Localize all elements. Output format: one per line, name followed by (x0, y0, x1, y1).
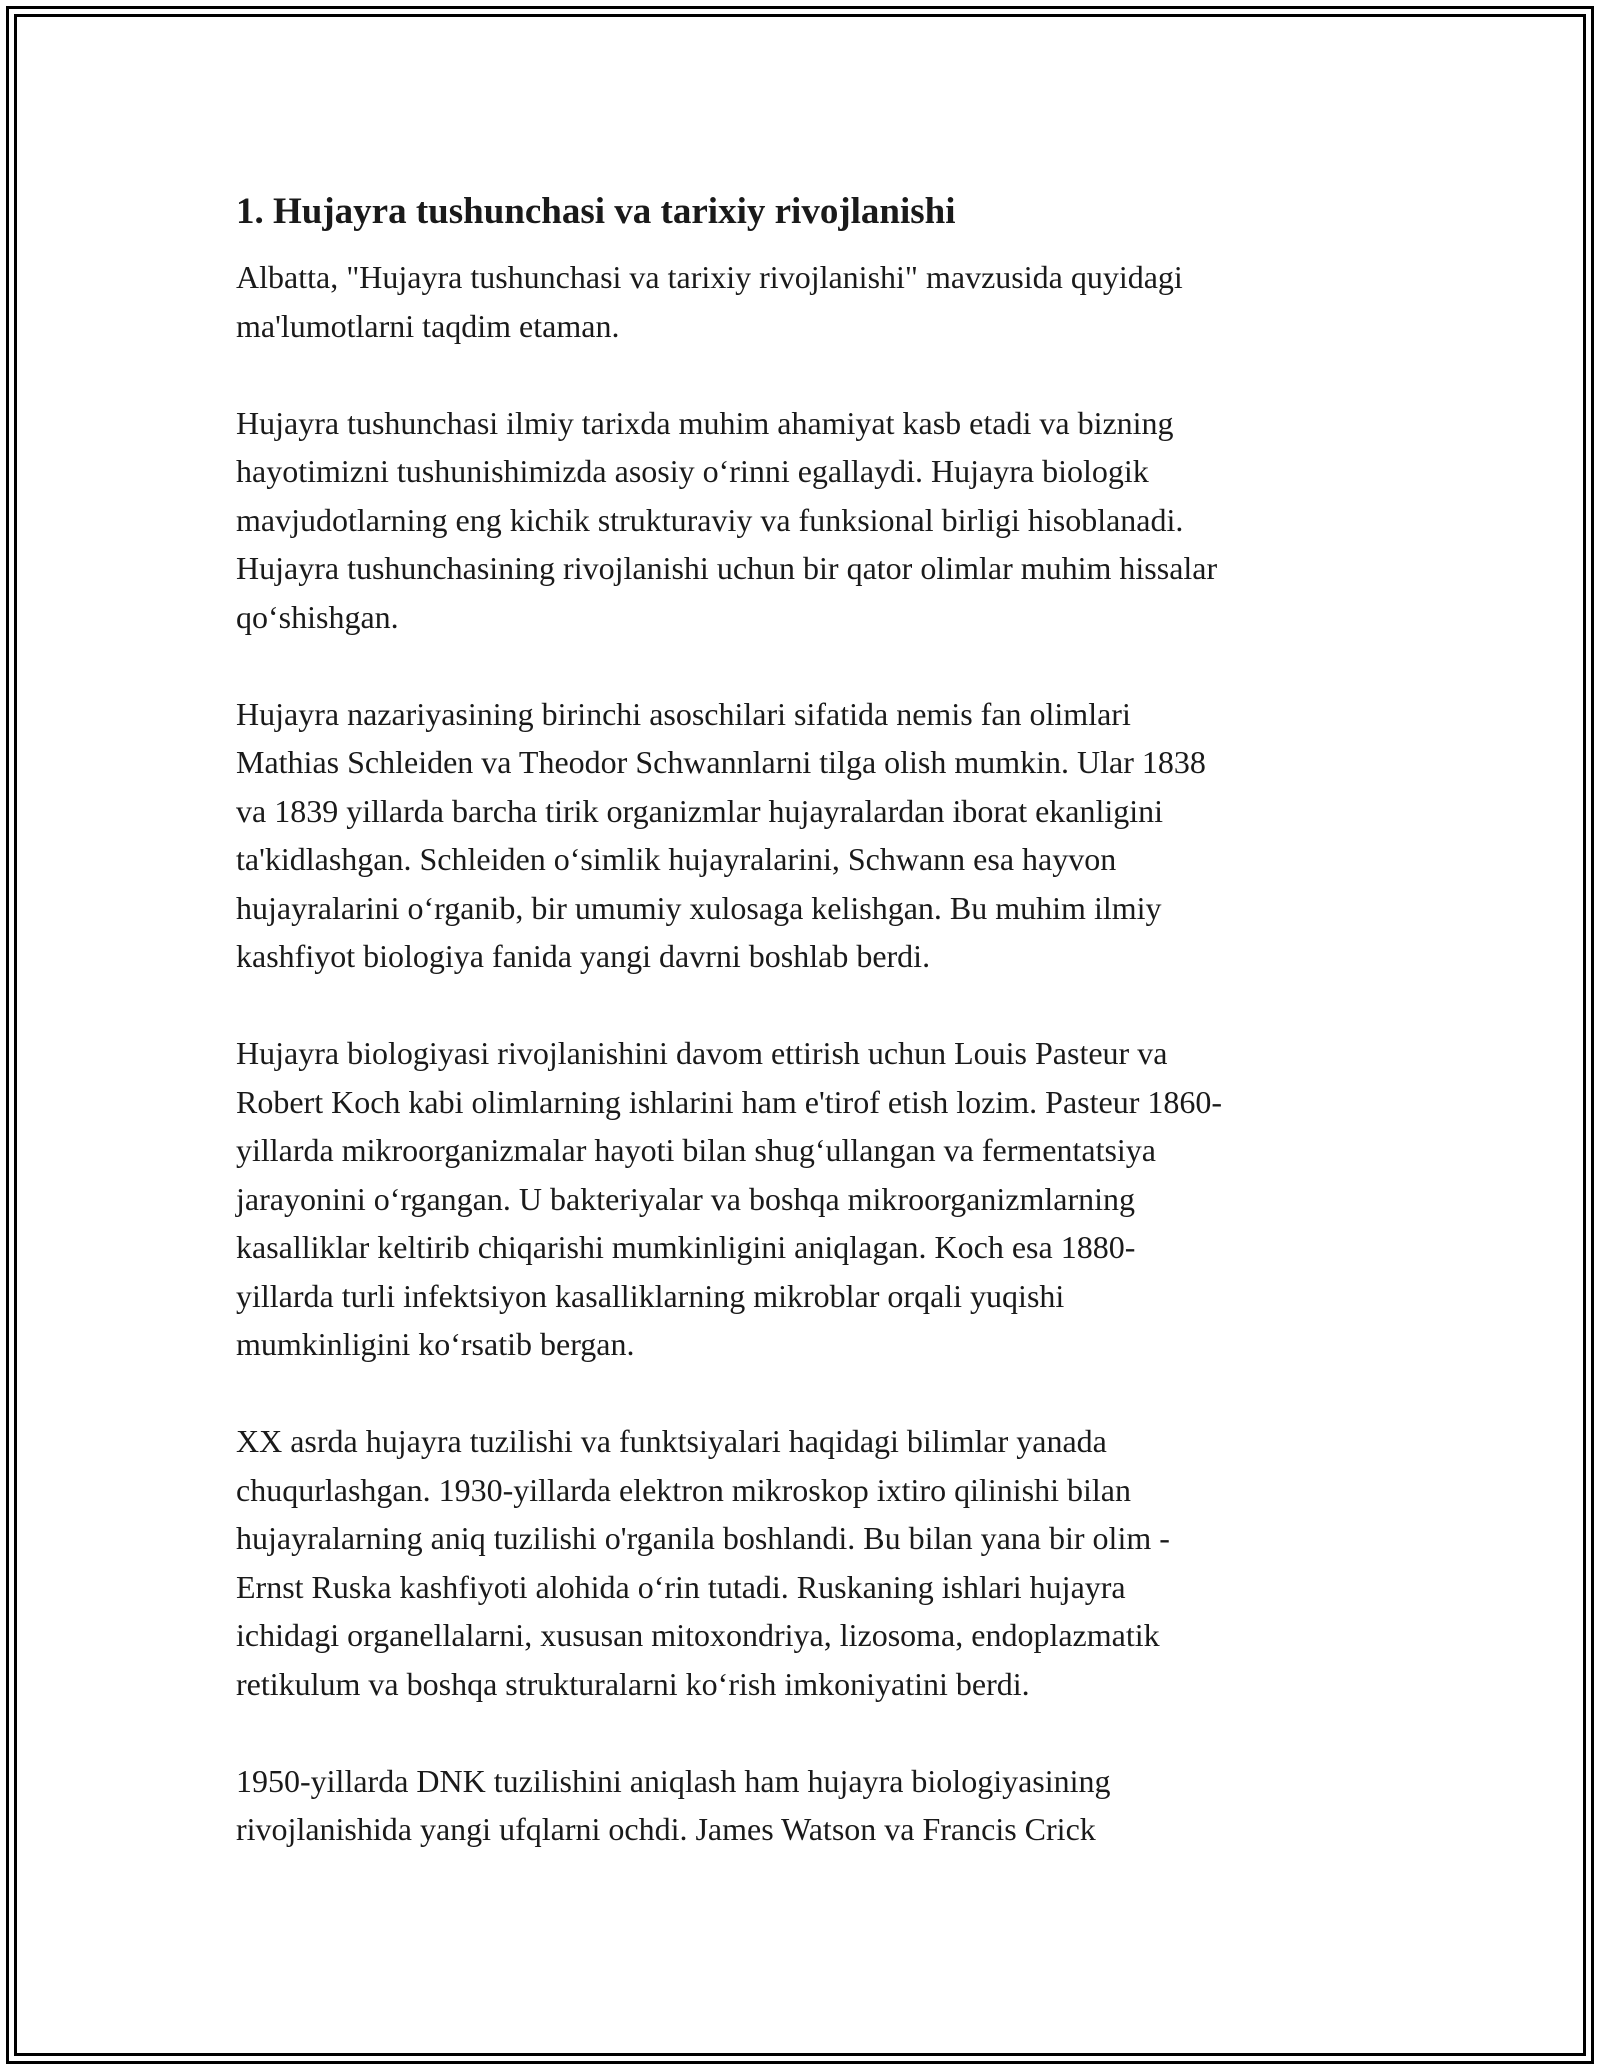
text-line: hayotimizni tushunishimizda asosiy o‘rinni egallaydi. Hujayra biologik (236, 453, 1149, 489)
text-line: qo‘shishgan. (236, 598, 399, 635)
text-line: Hujayra biologiyasi rivojlanishini davom ettirish uchun Louis Pasteur va (236, 1035, 1168, 1071)
text-line: yillarda turli infektsiyon kasalliklarning mikroblar orqali yuqishi (236, 1277, 1065, 1314)
paragraph-pasteur-koch (236, 1029, 1386, 1369)
text-line: hujayralarning aniq tuzilishi o'rganila boshlandi. Bu bilan yana bir olim - (236, 1520, 1170, 1556)
text-line: Mathias Schleiden va Theodor Schwannlarni tilga olish mumkin. Ular 1838 (236, 744, 1206, 780)
document-body (236, 188, 1386, 1902)
text-line: kashfiyot biologiya fanida yangi davrni boshlab berdi. (236, 938, 931, 974)
text-line: chuqurlashgan. 1930-yillarda elektron mikroskop ixtiro qilinishi bilan (236, 1471, 1131, 1508)
paragraph-intro (236, 253, 1386, 350)
paragraph-20th-century (236, 1417, 1386, 1708)
text-line: ichidagi organellalarni, xususan mitoxondriya, lizosoma, endoplazmatik (236, 1617, 1160, 1653)
text-line: Hujayra tushunchasi ilmiy tarixda muhim ahamiyat kasb etadi va bizning (236, 404, 1174, 441)
text-line: retikulum va boshqa strukturalarni ko‘rish imkoniyatini berdi. (236, 1665, 1030, 1702)
paragraph-dna (236, 1757, 1386, 1854)
text-line: yillarda mikroorganizmalar hayoti bilan shug‘ullangan va fermentatsiya (236, 1132, 1156, 1168)
text-line: Ernst Ruska kashfiyoti alohida o‘rin tutadi. Ruskaning ishlari hujayra (236, 1568, 1126, 1605)
text-line: XX asrda hujayra tuzilishi va funktsiyalari haqidagi bilimlar yanada (236, 1423, 1107, 1459)
section-heading: 1. Hujayra tushunchasi va tarixiy rivojlanishi (236, 191, 956, 232)
text-line: Albatta, "Hujayra tushunchasi va tarixiy rivojlanishi" mavzusida quyidagi (236, 259, 1183, 295)
text-line: rivojlanishida yangi ufqlarni ochdi. James Watson va Francis Crick (236, 1811, 1096, 1847)
text-line: jarayonini o‘rgangan. U bakteriyalar va boshqa mikroorganizmlarning (236, 1180, 1135, 1217)
text-line: mumkinligini ko‘rsatib bergan. (236, 1326, 635, 1362)
text-line: hujayralarini o‘rganib, bir umumiy xulosaga kelishgan. Bu muhim ilmiy (236, 889, 1162, 926)
text-line: 1950-yillarda DNK tuzilishini aniqlash ham hujayra biologiyasining (236, 1762, 1111, 1799)
text-line: Hujayra nazariyasining birinchi asoschilari sifatida nemis fan olimlari (236, 695, 1131, 732)
text-line: va 1839 yillarda barcha tirik organizmlar hujayralardan iborat ekanligini (236, 792, 1164, 829)
paragraph-schleiden-schwann (236, 690, 1386, 981)
text-line: Hujayra tushunchasining rivojlanishi uchun bir qator olimlar muhim hissalar (236, 550, 1218, 586)
text-line: ta'kidlashgan. Schleiden o‘simlik hujayralarini, Schwann esa hayvon (236, 841, 1117, 877)
text-line: Robert Koch kabi olimlarning ishlarini ham e'tirof etish lozim. Pasteur 1860- (236, 1083, 1223, 1120)
text-line: mavjudotlarning eng kichik strukturaviy va funksional birligi hisoblanadi. (236, 501, 1184, 538)
text-line: ma'lumotlarni taqdim etaman. (236, 307, 620, 344)
paragraph-cell-concept (236, 399, 1386, 642)
text-line: kasalliklar keltirib chiqarishi mumkinligini aniqlagan. Koch esa 1880- (236, 1229, 1136, 1265)
